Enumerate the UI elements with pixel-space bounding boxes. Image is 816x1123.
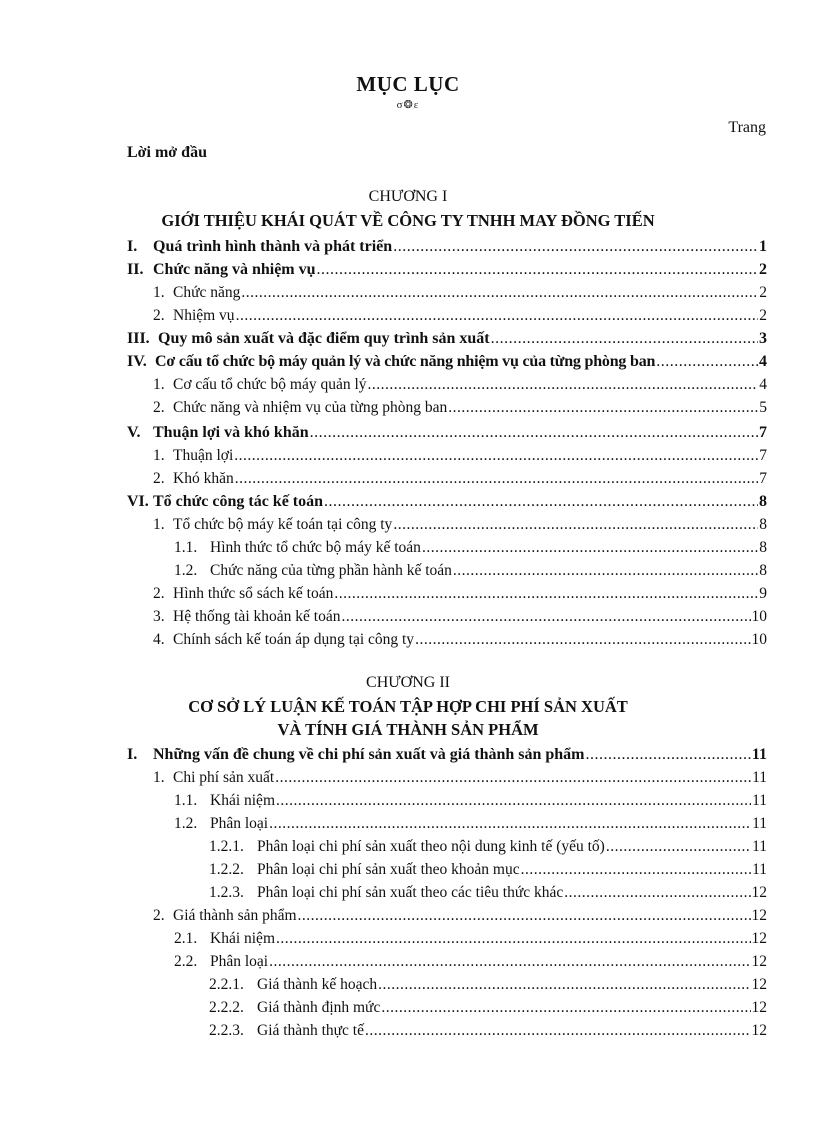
entry-text: Thuận lợi và khó khăn xyxy=(153,424,309,441)
entry-number: 1. xyxy=(153,284,165,301)
dot-leader xyxy=(381,997,750,1019)
dot-leader xyxy=(393,236,758,258)
entry-number: 4. xyxy=(153,631,165,648)
dot-leader xyxy=(234,445,758,467)
toc-entry[interactable] xyxy=(153,305,767,327)
ornament-divider: σ❂ε xyxy=(396,99,420,111)
entry-text: Khó khăn xyxy=(173,470,234,487)
entry-page: 11 xyxy=(752,815,767,832)
entry-number: IV. xyxy=(127,353,147,370)
toc-entry[interactable] xyxy=(153,468,767,490)
entry-number: 2.1. xyxy=(174,930,198,947)
entry-page: 10 xyxy=(751,631,767,648)
dot-leader xyxy=(521,859,751,881)
entry-number: 1.2.2. xyxy=(209,861,244,878)
dot-leader xyxy=(241,282,758,304)
entry-page: 1 xyxy=(759,238,767,255)
entry-text: Những vấn đề chung về chi phí sản xuất và giá thành sản phẩm xyxy=(153,746,585,763)
entry-number: I. xyxy=(127,238,138,255)
entry-page: 2 xyxy=(759,307,767,324)
entry-text: Chi phí sản xuất xyxy=(173,769,275,786)
toc-entry[interactable] xyxy=(153,514,767,536)
entry-text: Giá thành định mức xyxy=(257,999,381,1016)
dot-leader xyxy=(275,767,751,789)
entry-page: 7 xyxy=(759,424,767,441)
toc-entry[interactable] xyxy=(174,928,767,950)
dot-leader xyxy=(448,397,758,419)
entry-page: 7 xyxy=(759,470,767,487)
foreword-entry: Lời mở đầu xyxy=(127,144,207,161)
entry-number: 2. xyxy=(153,585,165,602)
entry-number: 1.2.1. xyxy=(209,838,244,855)
entry-text: Quá trình hình thành và phát triển xyxy=(153,238,393,255)
dot-leader xyxy=(656,351,758,373)
entry-text: Chức năng của từng phần hành kế toán xyxy=(210,562,452,579)
toc-entry[interactable] xyxy=(153,445,767,467)
entry-page: 8 xyxy=(759,516,767,533)
entry-page: 3 xyxy=(759,330,767,347)
toc-entry[interactable] xyxy=(127,422,767,444)
entry-page: 12 xyxy=(751,953,767,970)
toc-entry[interactable] xyxy=(127,328,767,350)
dot-leader xyxy=(334,583,758,605)
toc-entry[interactable] xyxy=(174,951,767,973)
toc-entry[interactable] xyxy=(174,537,767,559)
entry-number: 2.2.3. xyxy=(209,1022,244,1039)
entry-number: 1. xyxy=(153,769,165,786)
entry-page: 12 xyxy=(751,1022,767,1039)
entry-number: 2.2. xyxy=(174,953,198,970)
page-title: MỤC LỤC xyxy=(356,72,460,96)
entry-page: 8 xyxy=(759,562,767,579)
entry-text: Hình thức tổ chức bộ máy kế toán xyxy=(210,539,421,556)
entry-text: Chức năng và nhiệm vụ của từng phòng ban xyxy=(173,399,448,416)
dot-leader xyxy=(393,514,758,536)
dot-leader xyxy=(491,328,758,350)
toc-entry[interactable] xyxy=(209,882,767,904)
toc-entry[interactable] xyxy=(127,491,767,513)
entry-page: 12 xyxy=(751,930,767,947)
toc-entry[interactable] xyxy=(174,790,767,812)
page-column-label: Trang xyxy=(728,119,766,136)
entry-text: Phân loại chi phí sản xuất theo các tiêu thức khác xyxy=(257,884,564,901)
toc-entry[interactable] xyxy=(174,560,767,582)
entry-page: 5 xyxy=(759,399,767,416)
entry-number: 2. xyxy=(153,470,165,487)
entry-number: I. xyxy=(127,746,138,763)
entry-text: Khái niệm xyxy=(210,792,275,809)
entry-page: 12 xyxy=(751,999,767,1016)
toc-entry[interactable] xyxy=(153,606,767,628)
entry-number: 2.2.2. xyxy=(209,999,244,1016)
entry-text: Chức năng và nhiệm vụ xyxy=(153,261,316,278)
toc-entry[interactable] xyxy=(153,905,767,927)
entry-number: III. xyxy=(127,330,150,347)
toc-entry[interactable] xyxy=(127,259,767,281)
chapter-2-title-line2: VÀ TÍNH GIÁ THÀNH SẢN PHẨM xyxy=(277,720,539,739)
entry-text: Hình thức sổ sách kế toán xyxy=(173,585,334,602)
toc-entry[interactable] xyxy=(209,1020,767,1042)
entry-page: 11 xyxy=(752,792,767,809)
chapter-1-label: CHƯƠNG I xyxy=(368,188,448,205)
dot-leader xyxy=(586,744,751,766)
entry-text: Cơ cấu tổ chức bộ máy quản lý xyxy=(173,376,367,393)
entry-number: 1.2.3. xyxy=(209,884,244,901)
entry-page: 11 xyxy=(752,838,767,855)
dot-leader xyxy=(365,1020,751,1042)
entry-number: 1.1. xyxy=(174,539,198,556)
toc-entry[interactable] xyxy=(127,744,767,766)
toc-entry[interactable] xyxy=(153,397,767,419)
toc-entry[interactable] xyxy=(209,997,767,1019)
entry-page: 7 xyxy=(759,447,767,464)
toc-entry[interactable] xyxy=(209,859,767,881)
dot-leader xyxy=(453,560,758,582)
toc-entry[interactable] xyxy=(153,374,767,396)
entry-number: 1.1. xyxy=(174,792,198,809)
entry-number: 1. xyxy=(153,516,165,533)
dot-leader xyxy=(324,491,758,513)
entry-text: Giá thành kế hoạch xyxy=(257,976,378,993)
entry-page: 4 xyxy=(759,376,767,393)
toc-entry[interactable] xyxy=(153,282,767,304)
toc-entry[interactable] xyxy=(174,813,767,835)
dot-leader xyxy=(564,882,750,904)
entry-page: 8 xyxy=(759,539,767,556)
dot-leader xyxy=(317,259,758,281)
entry-number: V. xyxy=(127,424,141,441)
entry-page: 12 xyxy=(751,907,767,924)
entry-number: 2. xyxy=(153,307,165,324)
dot-leader xyxy=(269,813,751,835)
dot-leader xyxy=(298,905,751,927)
entry-text: Chức năng xyxy=(173,284,241,301)
entry-text: Tổ chức bộ máy kế toán tại công ty xyxy=(173,516,393,533)
entry-page: 2 xyxy=(759,261,767,278)
toc-entry[interactable] xyxy=(209,836,767,858)
entry-page: 11 xyxy=(752,769,767,786)
dot-leader xyxy=(378,974,750,996)
dot-leader xyxy=(341,606,750,628)
entry-page: 9 xyxy=(759,585,767,602)
toc-entry[interactable] xyxy=(209,974,767,996)
entry-text: Cơ cấu tổ chức bộ máy quản lý và chức năng nhiệm vụ của từng phòng ban xyxy=(155,353,656,370)
entry-number: II. xyxy=(127,261,144,278)
chapter-2-title-line1: CƠ SỞ LÝ LUẬN KẾ TOÁN TẬP HỢP CHI PHÍ SẢN XUẤT xyxy=(188,697,628,716)
toc-entry[interactable] xyxy=(153,583,767,605)
entry-text: Khái niệm xyxy=(210,930,275,947)
dot-leader xyxy=(276,790,751,812)
entry-page: 12 xyxy=(751,884,767,901)
entry-page: 10 xyxy=(751,608,767,625)
dot-leader xyxy=(422,537,758,559)
entry-number: 2. xyxy=(153,907,165,924)
entry-number: 2.2.1. xyxy=(209,976,244,993)
chapter-1-title: GIỚI THIỆU KHÁI QUÁT VỀ CÔNG TY TNHH MAY ĐỒNG TIẾN xyxy=(161,211,655,230)
entry-page: 2 xyxy=(759,284,767,301)
entry-text: Hệ thống tài khoản kế toán xyxy=(173,608,341,625)
entry-text: Chính sách kế toán áp dụng tại công ty xyxy=(173,631,415,648)
entry-number: 2. xyxy=(153,399,165,416)
entry-number: VI. xyxy=(127,493,149,510)
dot-leader xyxy=(310,422,758,444)
dot-leader xyxy=(235,468,758,490)
chapter-2-label: CHƯƠNG II xyxy=(366,674,450,691)
entry-text: Tổ chức công tác kế toán xyxy=(153,493,324,510)
entry-text: Phân loại chi phí sản xuất theo khoản mục xyxy=(257,861,520,878)
toc-entry[interactable] xyxy=(127,236,767,258)
dot-leader xyxy=(236,305,758,327)
entry-text: Phân loại xyxy=(210,815,269,832)
entry-number: 1. xyxy=(153,447,165,464)
dot-leader xyxy=(276,928,751,950)
toc-entry[interactable] xyxy=(153,767,767,789)
dot-leader xyxy=(269,951,750,973)
entry-number: 1.2. xyxy=(174,815,198,832)
toc-entry[interactable] xyxy=(153,629,767,651)
entry-number: 1. xyxy=(153,376,165,393)
dot-leader xyxy=(606,836,751,858)
entry-text: Giá thành sản phẩm xyxy=(173,907,297,924)
entry-page: 8 xyxy=(759,493,767,510)
entry-number: 1.2. xyxy=(174,562,198,579)
entry-text: Phân loại chi phí sản xuất theo nội dung kinh tế (yếu tố) xyxy=(257,838,605,855)
entry-text: Giá thành thực tế xyxy=(257,1022,364,1039)
entry-text: Quy mô sản xuất và đặc điểm quy trình sản xuất xyxy=(158,330,490,347)
entry-page: 12 xyxy=(751,976,767,993)
toc-entry[interactable] xyxy=(127,351,767,373)
entry-text: Nhiệm vụ xyxy=(173,307,235,324)
entry-number: 3. xyxy=(153,608,165,625)
entry-text: Phân loại xyxy=(210,953,269,970)
entry-page: 4 xyxy=(759,353,767,370)
dot-leader xyxy=(368,374,758,396)
entry-text: Thuận lợi xyxy=(173,447,234,464)
entry-page: 11 xyxy=(751,746,767,763)
entry-page: 11 xyxy=(752,861,767,878)
dot-leader xyxy=(415,629,750,651)
